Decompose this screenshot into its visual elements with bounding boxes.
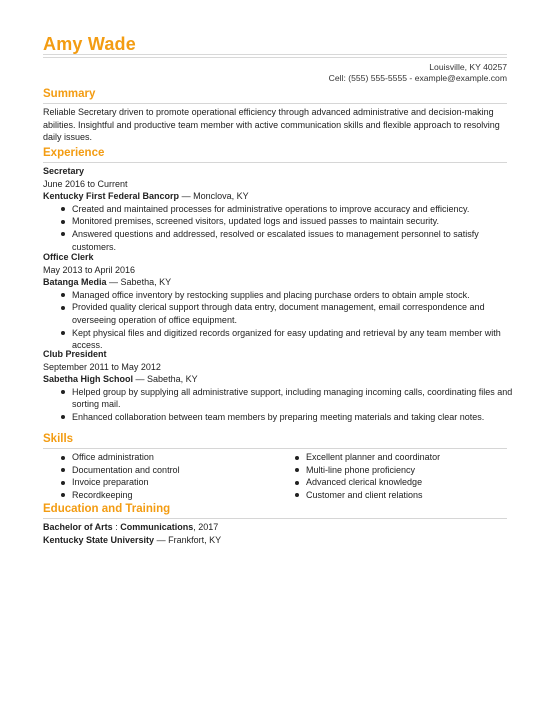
job-title: Secretary (43, 166, 85, 176)
job-title: Office Clerk (43, 252, 94, 262)
job-entry (43, 165, 513, 253)
degree-name: Bachelor of Arts (43, 522, 113, 532)
email-address: example@example.com (414, 73, 507, 83)
education-divider (43, 518, 507, 519)
job-bullet: Managed office inventory by restocking supplies and placing purchase orders to obtain ample stock. (72, 289, 513, 302)
header-divider-2 (43, 57, 507, 58)
skills-divider (43, 448, 507, 449)
skills-column-right (277, 451, 440, 501)
skill-item: Customer and client relations (306, 489, 440, 502)
skills-heading: Skills (43, 433, 74, 445)
candidate-name: Amy Wade (43, 34, 136, 54)
job-bullet: Monitored premises, screened visitors, updated logs and issued passes to maintain security. (72, 215, 513, 228)
education-heading: Education and Training (43, 503, 171, 515)
summary-text: Reliable Secretary driven to promote operational efficiency through advanced administrative and decision-making abilities. Insightful and productive team member with active communication skills and flexible approach to resolving daily issues. (43, 107, 500, 143)
skills-column-left (43, 451, 180, 501)
header-divider (43, 54, 507, 55)
employer-dash: — (109, 277, 119, 288)
job-location: Monclova, KY (193, 191, 249, 202)
skill-item: Multi-line phone proficiency (306, 464, 440, 477)
degree-separator: : (115, 522, 118, 532)
job-employer-line (43, 276, 513, 289)
job-company: Batanga Media (43, 277, 107, 288)
job-bullet: Enhanced collaboration between team members by preparing meeting materials and taking clear notes. (72, 411, 513, 424)
school-name: Kentucky State University (43, 534, 155, 545)
summary-heading: Summary (43, 88, 96, 100)
job-bullet: Created and maintained processes for administrative operations to improve accuracy and efficiency. (72, 203, 513, 216)
job-employer-line (43, 190, 513, 203)
summary-divider (43, 103, 507, 104)
job-dates: September 2011 to May 2012 (43, 361, 161, 372)
job-entry (43, 348, 513, 424)
contact-location: Louisville, KY 40257 (429, 62, 507, 72)
school-line (43, 534, 221, 547)
job-dates: May 2013 to April 2016 (43, 264, 136, 275)
cell-label: Cell: (328, 73, 346, 83)
school-dash: — (156, 534, 166, 545)
job-bullets (43, 289, 513, 352)
job-dates: June 2016 to Current (43, 178, 128, 189)
school-location: Frankfort, KY (168, 534, 222, 545)
job-bullet: Helped group by supplying all administrative support, including managing incoming calls, coordinating files and sorting mail. (72, 386, 513, 410)
job-bullets (43, 203, 513, 253)
skill-item: Invoice preparation (72, 476, 180, 489)
employer-dash: — (181, 191, 191, 202)
contact-separator: - (409, 73, 413, 83)
experience-divider (43, 162, 507, 163)
employer-dash: — (135, 374, 145, 385)
degree-year: , 2017 (193, 522, 219, 532)
phone-number: (555) 555-5555 (348, 73, 408, 83)
job-location: Sabetha, KY (120, 277, 172, 288)
job-bullet: Provided quality clerical support through data entry, document management, email correspondence and overseeing operation of office equipment. (72, 301, 513, 326)
job-title: Club President (43, 349, 107, 359)
skill-item: Recordkeeping (72, 489, 180, 502)
experience-heading: Experience (43, 147, 105, 159)
skill-item: Excellent planner and coordinator (306, 452, 441, 462)
job-entry (43, 251, 513, 352)
skill-item: Office administration (72, 451, 180, 464)
job-company: Sabetha High School (43, 374, 134, 385)
job-bullets (43, 386, 513, 424)
degree-field: Communications (120, 522, 194, 532)
job-bullet: Answered questions and addressed, resolved or escalated issues to management personnel to satisfy customers. (72, 228, 513, 253)
degree-line (43, 521, 221, 534)
job-location: Sabetha, KY (147, 374, 198, 385)
job-bullet: Kept physical files and digitized records organized for easy updating and retrieval by any team member with access. (72, 327, 513, 352)
skill-item: Documentation and control (72, 464, 180, 475)
skill-item: Advanced clerical knowledge (306, 476, 440, 489)
contact-line (329, 73, 507, 83)
job-employer-line (43, 373, 513, 386)
education-entry (43, 521, 221, 546)
job-company: Kentucky First Federal Bancorp (43, 191, 180, 202)
